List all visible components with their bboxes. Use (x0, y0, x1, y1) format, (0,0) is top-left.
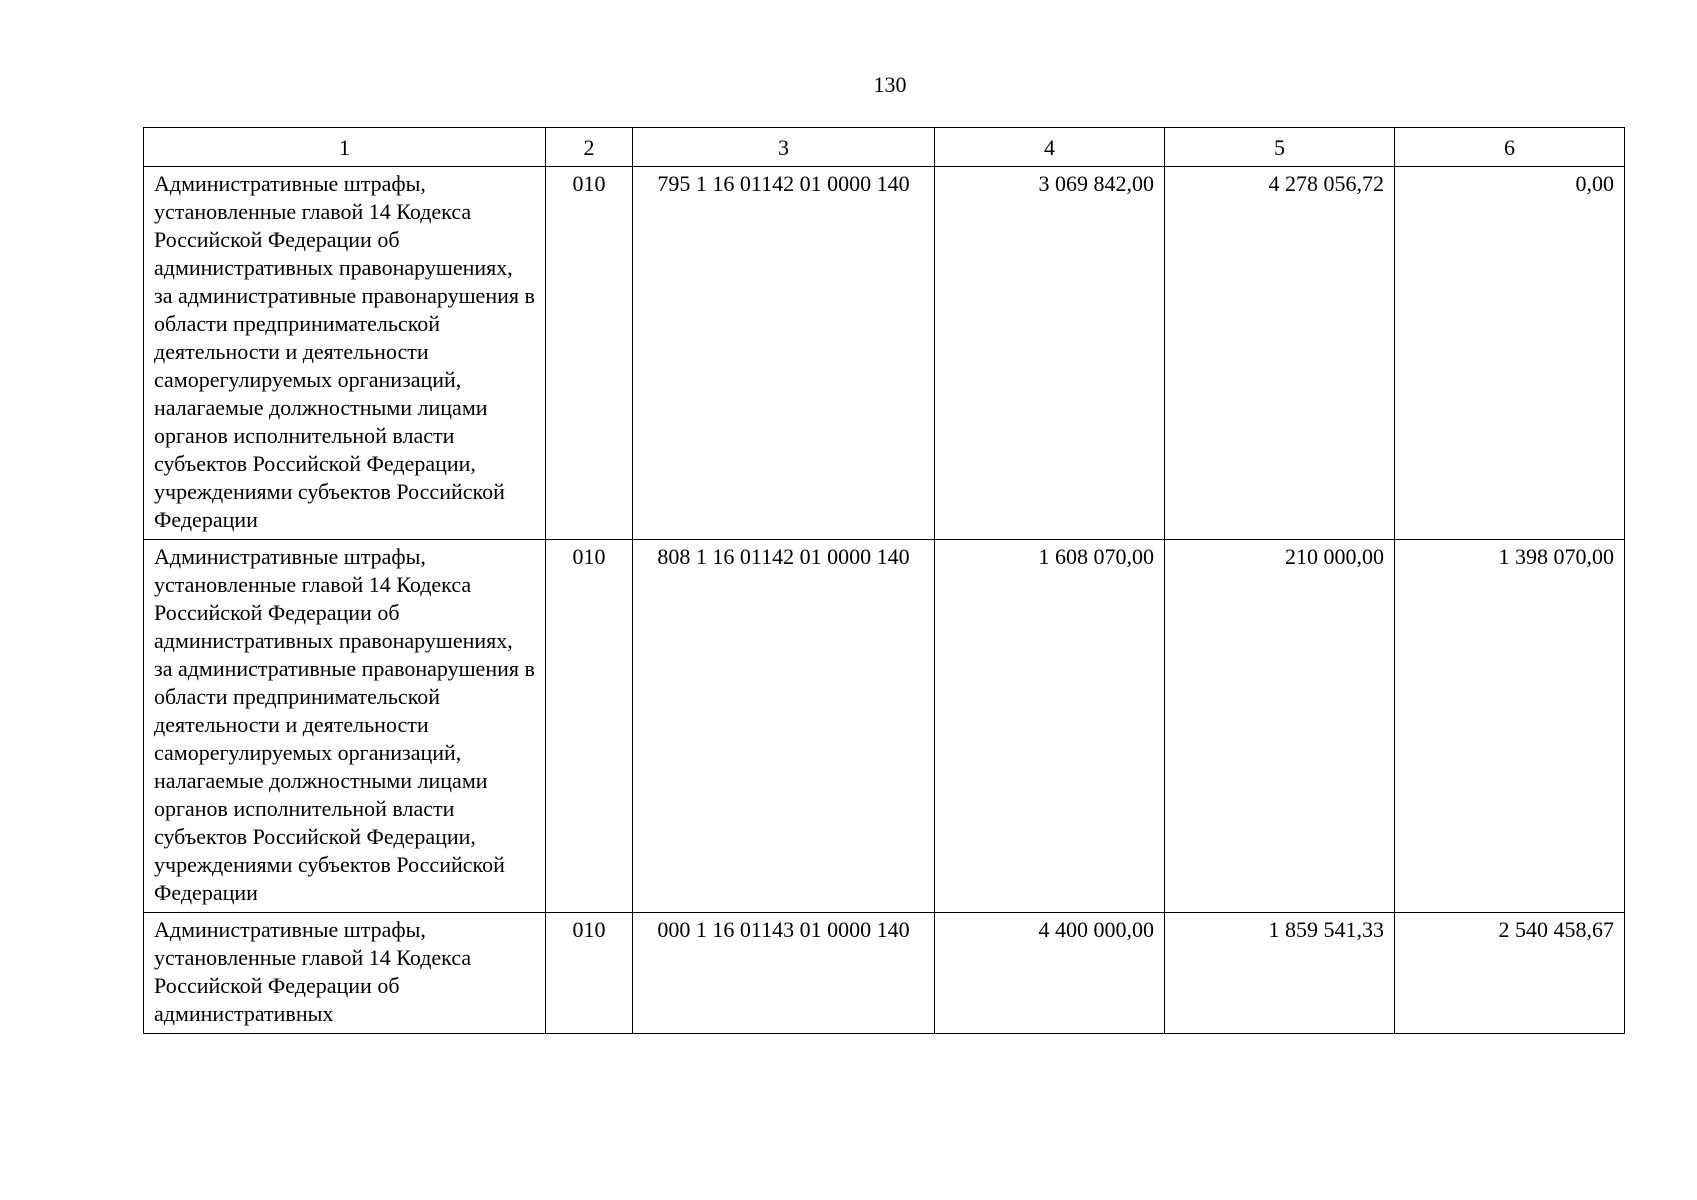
row-col4-cell: 4 400 000,00 (935, 913, 1165, 1034)
row-code-cell: 010 (546, 913, 633, 1034)
row-col5-cell: 4 278 056,72 (1165, 167, 1395, 540)
table-row (144, 540, 1625, 913)
row-code-cell: 010 (546, 167, 633, 540)
row-col6-cell: 1 398 070,00 (1395, 540, 1625, 913)
table-row (144, 167, 1625, 540)
row-kbk-cell: 795 1 16 01142 01 0000 140 (633, 167, 935, 540)
row-code-cell: 010 (546, 540, 633, 913)
row-col4-cell: 3 069 842,00 (935, 167, 1165, 540)
row-col6-cell: 0,00 (1395, 167, 1625, 540)
row-name-cell: Административные штрафы, установленные главой 14 Кодекса Российской Федерации об административных правонарушениях, за административные правонарушения в области предпринимательской деятельности и деятельности саморегулируемых организаций, налагаемые должностными лицами органов исполнительной власти субъектов Российской Федерации, учреждениями субъектов Российской Федерации (144, 540, 546, 913)
header-cell-6: 6 (1395, 128, 1625, 167)
table-row (144, 913, 1625, 1034)
header-cell-4: 4 (935, 128, 1165, 167)
row-name-cell: Административные штрафы, установленные главой 14 Кодекса Российской Федерации об административных (144, 913, 546, 1034)
header-cell-5: 5 (1165, 128, 1395, 167)
row-col4-cell: 1 608 070,00 (935, 540, 1165, 913)
row-col6-cell: 2 540 458,67 (1395, 913, 1625, 1034)
header-cell-1: 1 (144, 128, 546, 167)
header-row (144, 128, 1625, 167)
row-kbk-cell: 000 1 16 01143 01 0000 140 (633, 913, 935, 1034)
row-kbk-cell: 808 1 16 01142 01 0000 140 (633, 540, 935, 913)
row-col5-cell: 210 000,00 (1165, 540, 1395, 913)
header-cell-3: 3 (633, 128, 935, 167)
row-name-cell: Административные штрафы, установленные главой 14 Кодекса Российской Федерации об административных правонарушениях, за административные правонарушения в области предпринимательской деятельности и деятельности саморегулируемых организаций, налагаемые должностными лицами органов исполнительной власти субъектов Российской Федерации, учреждениями субъектов Российской Федерации (144, 167, 546, 540)
page-number: 130 (873, 72, 907, 97)
header-cell-2: 2 (546, 128, 633, 167)
revenue-table (143, 127, 1625, 1034)
row-col5-cell: 1 859 541,33 (1165, 913, 1395, 1034)
